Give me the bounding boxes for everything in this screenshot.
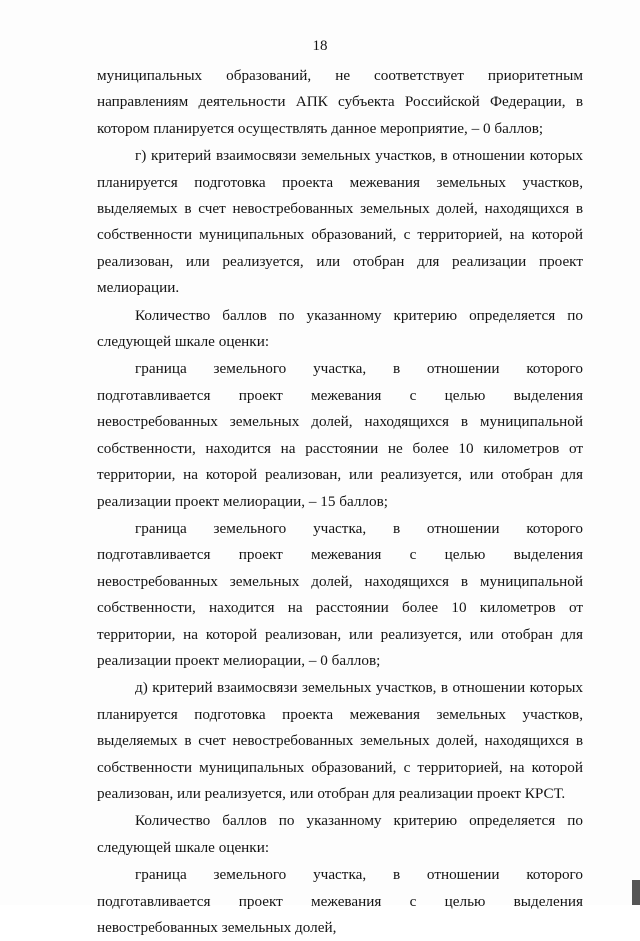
- page-number: 18: [312, 38, 328, 54]
- paragraph-scoring-intro: Количество баллов по указанному критерию определяется по следующей шкале оценки:: [97, 306, 583, 351]
- paragraph-scoring-intro-2: Количество баллов по указанному критерию определяется по следующей шкале оценки:: [97, 812, 583, 856]
- paragraph-boundary-partial: граница земельного участка, в отношении которого подготавливается проект межевания с целью выделения невостребованных земельных долей,: [97, 866, 583, 936]
- paragraph-criterion-g: г) критерий взаимосвязи земельных участков, в отношении которых планируется подготовка проекта межевания земельных участков, выделяемых в счет невостребованных земельных долей, находящихся в собственности муниципальных образований, с территорией, на которой реализован, или реализуется, или отобран для реализации проект мелиорации.: [97, 147, 583, 297]
- paragraph-continuation: муниципальных образований, не соответствует приоритетным направлениям деятельности АПК субъекта Российской Федерации, в котором планируется осуществлять данное мероприятие, – 0 баллов;: [97, 67, 583, 137]
- scan-edge-mark: [632, 880, 640, 905]
- paragraph-score-0: граница земельного участка, в отношении которого подготавливается проект межевания с целью выделения невостребованных земельных долей, находящихся в муниципальной собственности, находится на расстоянии более 10 километров от территории, на которой реализован, или реализуется, или отобран для реализации проект мелиорации, – 0 баллов;: [97, 519, 583, 669]
- paragraph-criterion-d: д) критерий взаимосвязи земельных участков, в отношении которых планируется подготовка проекта межевания земельных участков, выделяемых в счет невостребованных земельных долей, находящихся в собственности муниципальных образований, с территорией, на которой реализован, или реализуется, или отобран для реализации проект КРСТ.: [97, 679, 583, 802]
- paragraph-score-15: граница земельного участка, в отношении которого подготавливается проект межевания с целью выделения невостребованных земельных долей, находящихся в муниципальной собственности, находится на расстоянии не более 10 километров от территории, на которой реализован, или реализуется, или отобран для реализации проект мелиорации, – 15 баллов;: [97, 360, 583, 510]
- body-text: [97, 63, 583, 941]
